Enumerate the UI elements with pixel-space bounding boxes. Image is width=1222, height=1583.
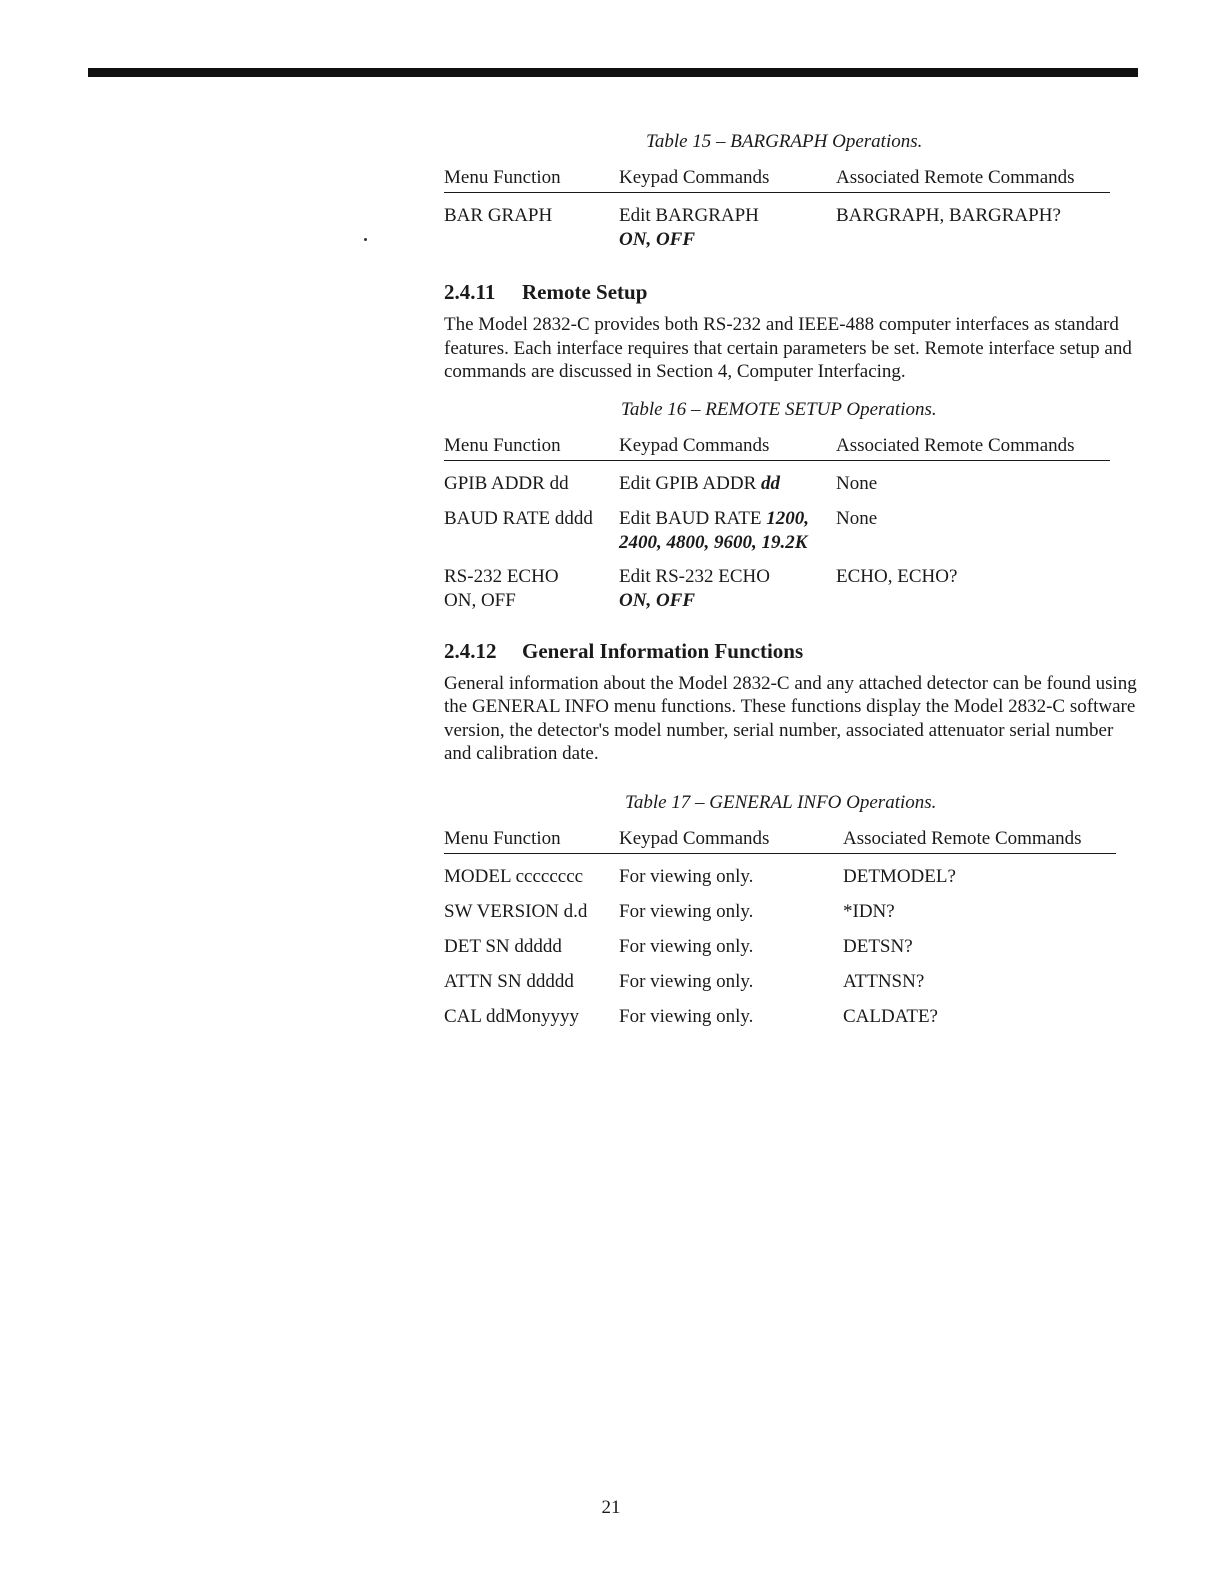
section-body-2-4-11: The Model 2832-C provides both RS-232 and IEEE-488 computer interfaces as standard features. Each interface requires that certain parameters be set. Remote interface setup and commands are discussed in Section 4, Computer Interfacing.	[444, 314, 1132, 382]
keypad-commands-cell: For viewing only.	[619, 935, 754, 957]
table17	[444, 827, 1116, 1029]
menu-function-cell: GPIB ADDR dd	[444, 472, 569, 494]
header-keypad-commands: Keypad Commands	[619, 434, 770, 456]
section-heading-2-4-12	[444, 638, 1138, 664]
table15-header	[444, 166, 1110, 193]
remote-commands-cell: ECHO, ECHO?	[836, 565, 958, 587]
menu-function-line: ON, OFF	[444, 589, 516, 611]
menu-function-line: RS-232 ECHO	[444, 565, 559, 587]
section-body-2-4-12: General information about the Model 2832-C and any attached detector can be found using the GENERAL INFO menu functions. These functions display the Model 2832-C software version, the detector's model number, serial number, associated attenuator serial number and calibration date.	[444, 672, 1137, 764]
keypad-command-line: Edit BARGRAPH	[619, 205, 759, 226]
table15-caption: Table 15 – BARGRAPH Operations.	[646, 131, 923, 152]
table-row	[444, 472, 1110, 496]
menu-function-cell: BAUD RATE dddd	[444, 507, 593, 529]
keypad-commands-cell: For viewing only.	[619, 1005, 754, 1027]
header-menu-function: Menu Function	[444, 434, 561, 456]
menu-function-cell	[444, 565, 619, 613]
table17-header	[444, 827, 1116, 854]
section-heading-2-4-11	[444, 279, 1138, 305]
keypad-commands-cell	[619, 507, 836, 555]
keypad-options: 2400, 4800, 9600, 19.2K	[619, 531, 808, 553]
header-keypad-commands: Keypad Commands	[619, 167, 770, 188]
table16	[444, 434, 1110, 613]
keypad-commands-cell: For viewing only.	[619, 900, 754, 922]
section-number: 2.4.11	[444, 280, 496, 304]
keypad-command-line: Edit RS-232 ECHO	[619, 565, 770, 587]
header-menu-function: Menu Function	[444, 827, 561, 849]
table-row	[444, 900, 1116, 924]
header-keypad-commands: Keypad Commands	[619, 827, 770, 849]
header-remote-commands: Associated Remote Commands	[836, 167, 1075, 188]
remote-commands-cell: DETMODEL?	[843, 865, 956, 887]
header-menu-function: Menu Function	[444, 167, 561, 188]
menu-function-cell: CAL ddMonyyyy	[444, 1005, 579, 1027]
top-rule	[88, 68, 1138, 77]
keypad-options: 1200,	[766, 507, 809, 529]
remote-commands-cell: ATTNSN?	[843, 970, 925, 992]
menu-function-cell: MODEL cccccccc	[444, 865, 584, 887]
keypad-options: ON, OFF	[619, 229, 696, 250]
stray-dot	[364, 238, 367, 241]
table16-header	[444, 434, 1110, 461]
table17-caption: Table 17 – GENERAL INFO Operations.	[625, 791, 937, 813]
page-content	[444, 130, 1138, 1029]
header-remote-commands: Associated Remote Commands	[836, 434, 1075, 456]
section-title: General Information Functions	[522, 638, 804, 663]
remote-commands-cell: None	[836, 472, 878, 494]
keypad-command-text: Edit GPIB ADDR	[619, 472, 761, 494]
table-row	[444, 1005, 1116, 1029]
table-row	[444, 865, 1116, 889]
section-title: Remote Setup	[522, 280, 648, 304]
table-row	[444, 204, 1110, 252]
table16-caption: Table 16 – REMOTE SETUP Operations.	[621, 398, 937, 420]
keypad-commands-cell: For viewing only.	[619, 865, 754, 887]
header-remote-commands: Associated Remote Commands	[843, 827, 1082, 849]
table-row	[444, 565, 1110, 613]
table-row	[444, 970, 1116, 994]
remote-commands-cell: *IDN?	[843, 900, 895, 922]
keypad-commands-cell	[619, 565, 836, 613]
page-number: 21	[601, 1497, 621, 1518]
menu-function-cell: ATTN SN ddddd	[444, 970, 574, 992]
menu-function-cell: SW VERSION d.d	[444, 900, 588, 922]
keypad-commands-cell	[619, 204, 836, 252]
keypad-options: ON, OFF	[619, 589, 696, 611]
keypad-commands-cell	[619, 472, 836, 496]
table15	[444, 166, 1110, 252]
remote-commands-cell: BARGRAPH, BARGRAPH?	[836, 205, 1061, 226]
table-row	[444, 507, 1110, 555]
menu-function-cell: BAR GRAPH	[444, 205, 553, 226]
keypad-options: dd	[761, 472, 780, 494]
remote-commands-cell: DETSN?	[843, 935, 913, 957]
table-row	[444, 935, 1116, 959]
menu-function-cell: DET SN ddddd	[444, 935, 562, 957]
section-number: 2.4.12	[444, 638, 497, 663]
remote-commands-cell: None	[836, 507, 878, 529]
remote-commands-cell: CALDATE?	[843, 1005, 938, 1027]
keypad-command-text: Edit BAUD RATE	[619, 507, 767, 529]
keypad-commands-cell: For viewing only.	[619, 970, 754, 992]
